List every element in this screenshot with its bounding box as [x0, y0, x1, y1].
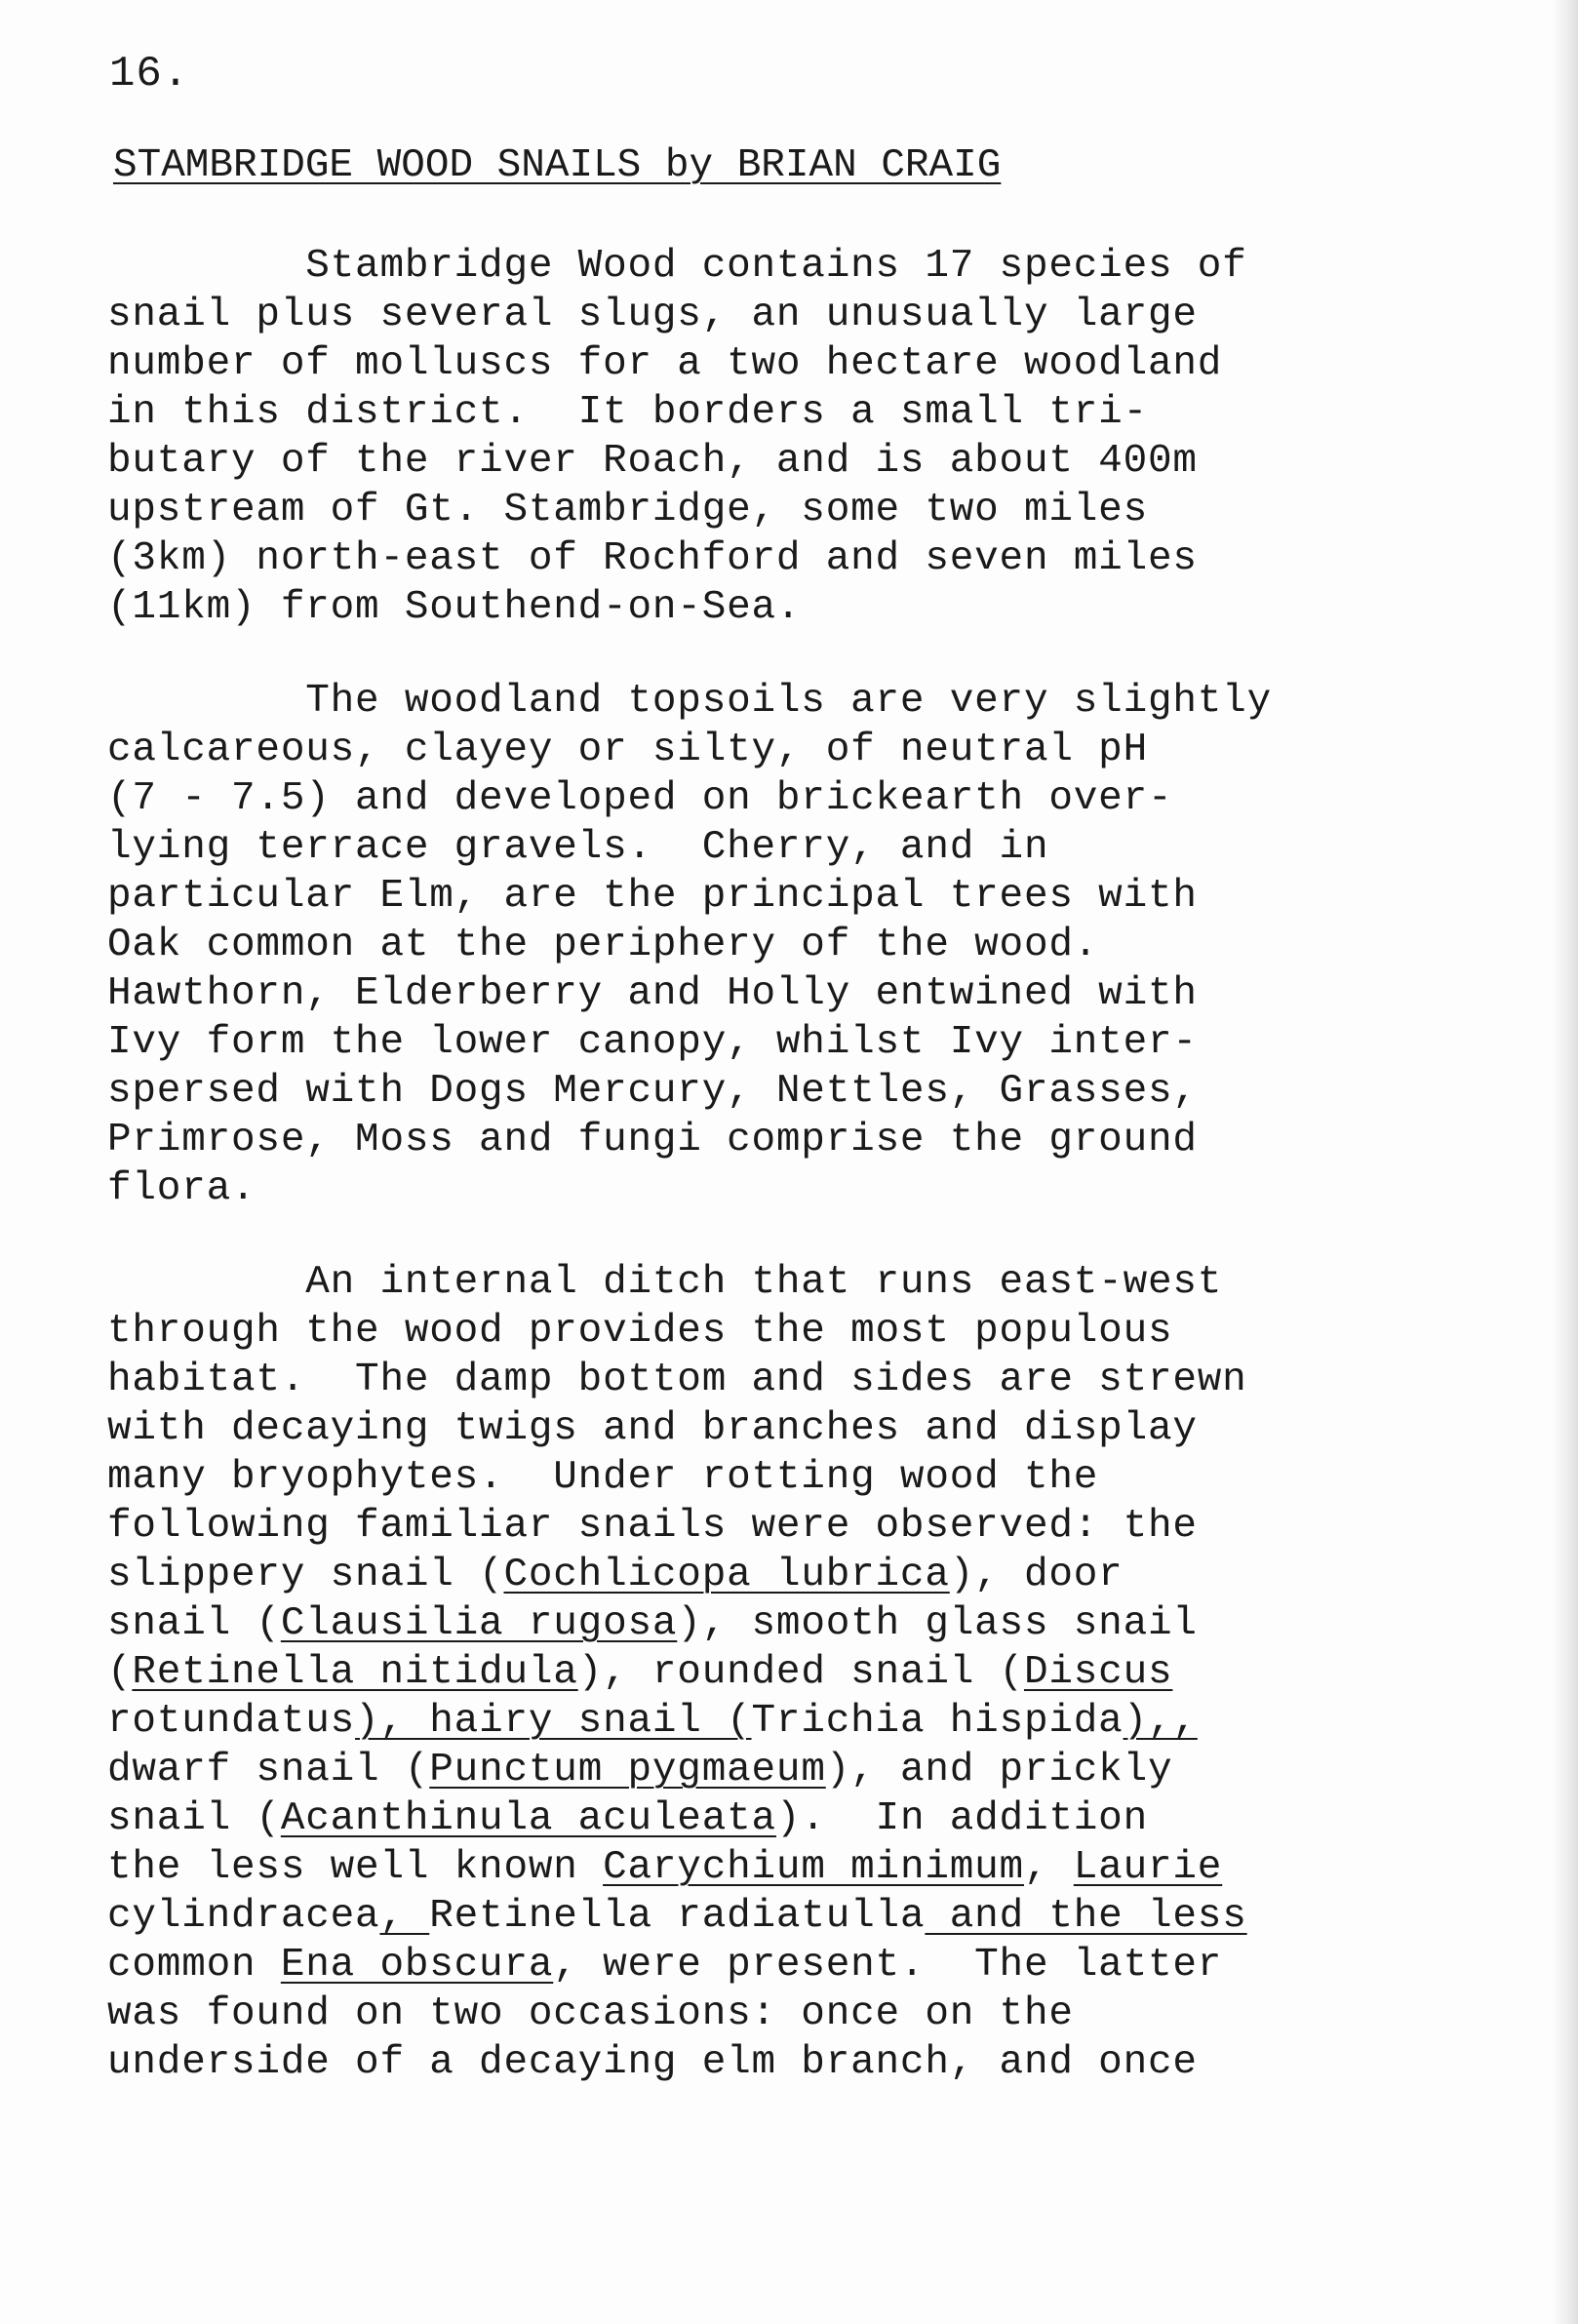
text-segment: Retinella radiatulla — [429, 1894, 926, 1939]
species-name: ),, — [1123, 1699, 1198, 1744]
text-segment: the less well known — [107, 1845, 604, 1890]
text-segment: , were present. The latter — [553, 1943, 1223, 1988]
text-line — [107, 1989, 1473, 2038]
text-segment: calcareous, clayey or silty, of neutral pH — [107, 728, 1148, 772]
text-line — [107, 242, 1473, 291]
text-segment: Stambridge Wood contains 17 species of — [107, 244, 1247, 289]
text-line — [107, 437, 1473, 486]
text-line — [107, 969, 1473, 1018]
species-name: Carychium minimum — [603, 1845, 1024, 1890]
text-segment: ). In addition — [775, 1796, 1148, 1841]
text-line — [107, 534, 1473, 583]
text-line — [107, 1307, 1473, 1356]
species-name: Punctum pygmaeum — [429, 1748, 826, 1792]
text-segment: The woodland topsoils are very slightly — [107, 679, 1272, 724]
species-name: and the less — [925, 1894, 1247, 1939]
text-line — [107, 1599, 1473, 1648]
text-line — [107, 726, 1473, 774]
species-name: Acanthinula aculeata — [280, 1796, 776, 1841]
text-line — [107, 1502, 1473, 1551]
text-segment: in this district. It borders a small tri- — [107, 390, 1148, 435]
text-line — [107, 1697, 1473, 1746]
text-segment: number of molluscs for a two hectare woodland — [107, 341, 1223, 386]
text-line — [107, 1794, 1473, 1843]
text-segment: snail ( — [107, 1601, 281, 1646]
text-segment: (7 - 7.5) and developed on brickearth over- — [107, 776, 1173, 821]
text-segment: Oak common at the periphery of the wood. — [107, 923, 1099, 967]
text-segment: Trichia hispida — [751, 1699, 1124, 1744]
text-line — [107, 2038, 1473, 2087]
species-name: Discus — [1023, 1650, 1173, 1695]
text-segment: ), rounded snail ( — [577, 1650, 1024, 1695]
text-segment: ), door — [949, 1553, 1124, 1597]
text-line — [107, 1453, 1473, 1502]
species-name: ), hairy snail ( — [355, 1699, 752, 1744]
text-segment: Hawthorn, Elderberry and Holly entwined with — [107, 971, 1198, 1016]
text-segment: particular Elm, are the principal trees with — [107, 874, 1198, 919]
text-line — [107, 872, 1473, 921]
text-segment: butary of the river Roach, and is about 400m — [107, 439, 1198, 484]
text-segment: , — [1023, 1845, 1074, 1890]
paragraph-3 — [107, 1258, 1473, 2087]
text-segment: (3km) north-east of Rochford and seven miles — [107, 536, 1198, 581]
text-line — [107, 823, 1473, 872]
text-line — [107, 388, 1473, 437]
text-line — [107, 1356, 1473, 1404]
text-segment: spersed with Dogs Mercury, Nettles, Grasses, — [107, 1069, 1198, 1114]
text-line — [107, 677, 1473, 726]
text-segment: rotundatus — [107, 1699, 356, 1744]
text-line — [107, 486, 1473, 534]
text-segment: (11km) from Southend-on-Sea. — [107, 585, 802, 630]
text-line — [107, 1892, 1473, 1941]
text-segment: following familiar snails were observed: the — [107, 1504, 1198, 1549]
text-segment: Primrose, Moss and fungi comprise the ground — [107, 1118, 1198, 1162]
text-segment: ), smooth glass snail — [677, 1601, 1198, 1646]
text-segment: An internal ditch that runs east-west — [107, 1260, 1223, 1305]
article-title: STAMBRIDGE WOOD SNAILS by BRIAN CRAIG — [113, 143, 1002, 188]
page-number: 16. — [109, 50, 190, 98]
text-segment: habitat. The damp bottom and sides are strewn — [107, 1358, 1247, 1402]
text-line — [107, 291, 1473, 339]
text-line — [107, 921, 1473, 969]
text-line — [107, 1746, 1473, 1794]
text-segment: slippery snail ( — [107, 1553, 504, 1597]
text-line — [107, 1067, 1473, 1116]
text-segment: lying terrace gravels. Cherry, and in — [107, 825, 1049, 870]
text-line — [107, 1116, 1473, 1164]
text-segment: Ivy form the lower canopy, whilst Ivy inter- — [107, 1020, 1198, 1065]
text-line — [107, 1258, 1473, 1307]
text-segment: with decaying twigs and branches and display — [107, 1406, 1198, 1451]
text-segment: was found on two occasions: once on the — [107, 1991, 1074, 2036]
text-segment: ( — [107, 1650, 133, 1695]
text-line — [107, 1551, 1473, 1599]
text-line — [107, 1018, 1473, 1067]
species-name: Ena obscura — [280, 1943, 554, 1988]
species-name: Laurie — [1073, 1845, 1223, 1890]
text-segment: ), and prickly — [825, 1748, 1173, 1792]
text-line — [107, 583, 1473, 632]
text-line — [107, 1941, 1473, 1989]
species-name: Retinella nitidula — [132, 1650, 578, 1695]
species-name: Cochlicopa lubrica — [503, 1553, 950, 1597]
species-name: , — [379, 1894, 430, 1939]
text-line — [107, 774, 1473, 823]
text-segment: through the wood provides the most populous — [107, 1309, 1173, 1354]
text-segment: common — [107, 1943, 281, 1988]
text-segment: snail ( — [107, 1796, 281, 1841]
text-line — [107, 1843, 1473, 1892]
text-segment: dwarf snail ( — [107, 1748, 430, 1792]
text-segment: cylindracea — [107, 1894, 380, 1939]
paragraph-2 — [107, 677, 1473, 1213]
text-segment: flora. — [107, 1166, 256, 1211]
text-line — [107, 1164, 1473, 1213]
text-segment: underside of a decaying elm branch, and once — [107, 2040, 1198, 2085]
text-segment: upstream of Gt. Stambridge, some two miles — [107, 488, 1148, 532]
paragraph-1 — [107, 242, 1473, 632]
text-segment: many bryophytes. Under rotting wood the — [107, 1455, 1099, 1500]
text-line — [107, 339, 1473, 388]
text-segment: snail plus several slugs, an unusually large — [107, 293, 1198, 337]
text-line — [107, 1648, 1473, 1697]
page-edge-shadow — [1551, 0, 1578, 2324]
species-name: Clausilia rugosa — [280, 1601, 678, 1646]
text-line — [107, 1404, 1473, 1453]
